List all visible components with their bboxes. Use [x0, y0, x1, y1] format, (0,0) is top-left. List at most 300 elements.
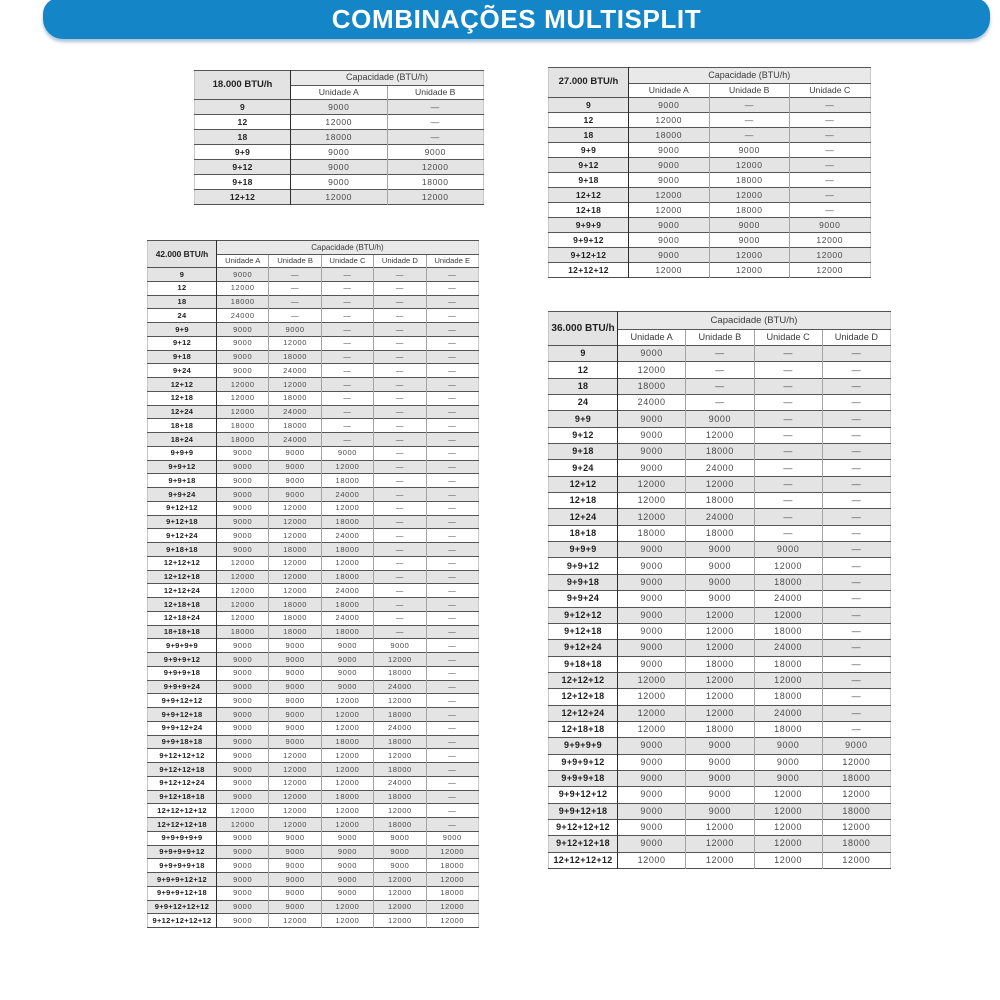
value-cell: 9000	[269, 680, 321, 694]
value-cell: —	[426, 735, 478, 749]
combo-cell: 24	[148, 309, 217, 323]
combo-cell: 9+18+18	[549, 656, 618, 672]
value-cell: 9000	[618, 444, 686, 460]
value-cell: 9000	[217, 488, 269, 502]
combo-cell: 12+12+12	[549, 672, 618, 688]
table-row	[549, 427, 891, 443]
value-cell: 18000	[686, 525, 754, 541]
value-cell: 24000	[269, 405, 321, 419]
value-cell: —	[426, 405, 478, 419]
value-cell: —	[374, 364, 426, 378]
value-cell: 24000	[269, 364, 321, 378]
unit-header: Unidade A	[217, 255, 269, 268]
value-cell: 12000	[321, 914, 373, 928]
value-cell: 12000	[709, 158, 790, 173]
value-cell: 12000	[321, 708, 373, 722]
value-cell: 9000	[822, 738, 890, 754]
value-cell: 9000	[217, 721, 269, 735]
value-cell: —	[426, 529, 478, 543]
value-cell: 9000	[686, 411, 754, 427]
value-cell: 12000	[217, 598, 269, 612]
value-cell: —	[426, 708, 478, 722]
value-cell: 9000	[629, 158, 710, 173]
combo-cell: 9	[195, 100, 291, 115]
value-cell: 9000	[217, 639, 269, 653]
value-cell: 12000	[790, 263, 871, 278]
value-cell: 9000	[217, 666, 269, 680]
value-cell: —	[374, 405, 426, 419]
value-cell: 12000	[686, 672, 754, 688]
value-cell: 18000	[709, 173, 790, 188]
combo-cell: 9+18+18	[148, 543, 217, 557]
combo-cell: 12+24	[148, 405, 217, 419]
table-row	[549, 738, 891, 754]
value-cell: 9000	[269, 639, 321, 653]
combo-cell: 18+18	[549, 525, 618, 541]
value-cell: 12000	[426, 845, 478, 859]
table-row	[549, 574, 891, 590]
value-cell: 12000	[822, 852, 890, 868]
value-cell: 18000	[374, 708, 426, 722]
value-cell: 18000	[321, 474, 373, 488]
value-cell: 12000	[618, 509, 686, 525]
combo-cell: 12	[549, 113, 629, 128]
value-cell: —	[822, 591, 890, 607]
capacity-header: Capacidade (BTU/h)	[618, 312, 891, 330]
value-cell: 12000	[217, 570, 269, 584]
value-cell: 12000	[790, 248, 871, 263]
value-cell: 12000	[321, 804, 373, 818]
value-cell: —	[822, 640, 890, 656]
value-cell: 18000	[217, 419, 269, 433]
unit-header: Unidade B	[686, 330, 754, 346]
table-row	[148, 419, 479, 433]
value-cell: —	[387, 100, 484, 115]
combo-cell: 9+18	[549, 444, 618, 460]
combo-cell: 9+12+12+18	[148, 763, 217, 777]
value-cell: 12000	[426, 900, 478, 914]
value-cell: —	[686, 362, 754, 378]
value-cell: 9000	[321, 653, 373, 667]
value-cell: —	[426, 721, 478, 735]
value-cell: —	[426, 391, 478, 405]
value-cell: 9000	[618, 803, 686, 819]
value-cell: —	[754, 493, 822, 509]
value-cell: 12000	[709, 263, 790, 278]
value-cell: 9000	[629, 98, 710, 113]
value-cell: 9000	[686, 770, 754, 786]
table-row	[549, 158, 871, 173]
table-row	[549, 787, 891, 803]
value-cell: —	[269, 268, 321, 282]
value-cell: —	[790, 113, 871, 128]
value-cell: 18000	[269, 543, 321, 557]
combo-cell: 9+9	[549, 411, 618, 427]
value-cell: —	[374, 598, 426, 612]
value-cell: 12000	[426, 914, 478, 928]
value-cell: 18000	[321, 598, 373, 612]
combo-cell: 12	[549, 362, 618, 378]
value-cell: 12000	[269, 570, 321, 584]
value-cell: 9000	[269, 886, 321, 900]
unit-header: Unidade B	[269, 255, 321, 268]
value-cell: 24000	[374, 721, 426, 735]
value-cell: —	[374, 309, 426, 323]
combo-cell: 12+12+18	[549, 689, 618, 705]
combo-cell: 24	[549, 395, 618, 411]
table-row	[549, 803, 891, 819]
value-cell: —	[374, 323, 426, 337]
table-row	[148, 763, 479, 777]
table-row	[549, 493, 891, 509]
combo-cell: 9+9	[549, 143, 629, 158]
combo-cell: 9+9+18	[148, 474, 217, 488]
combo-cell: 9+9+9+18	[148, 666, 217, 680]
value-cell: 9000	[217, 694, 269, 708]
value-cell: 9000	[374, 859, 426, 873]
value-cell: 12000	[269, 749, 321, 763]
value-cell: —	[686, 395, 754, 411]
value-cell: 24000	[686, 509, 754, 525]
value-cell: —	[321, 323, 373, 337]
value-cell: —	[321, 364, 373, 378]
table-row	[549, 591, 891, 607]
combo-cell: 12+18+18	[549, 721, 618, 737]
unit-header: Unidade D	[374, 255, 426, 268]
value-cell: —	[269, 295, 321, 309]
value-cell: —	[374, 281, 426, 295]
value-cell: 9000	[217, 763, 269, 777]
value-cell: —	[822, 493, 890, 509]
combo-cell: 9	[148, 268, 217, 282]
table-row	[148, 914, 479, 928]
table-row	[549, 173, 871, 188]
value-cell: 9000	[217, 515, 269, 529]
value-cell: 18000	[686, 721, 754, 737]
combo-cell: 9+9+12+12+12	[148, 900, 217, 914]
value-cell: 12000	[686, 819, 754, 835]
value-cell: 18000	[629, 128, 710, 143]
value-cell: 24000	[754, 640, 822, 656]
value-cell: 9000	[686, 542, 754, 558]
value-cell: 9000	[618, 591, 686, 607]
value-cell: 12000	[321, 818, 373, 832]
table-row	[148, 364, 479, 378]
value-cell: 12000	[790, 233, 871, 248]
value-cell: 9000	[374, 639, 426, 653]
value-cell: 9000	[618, 607, 686, 623]
combo-cell: 9+9+9+9	[148, 639, 217, 653]
value-cell: 12000	[269, 556, 321, 570]
value-cell: 9000	[217, 336, 269, 350]
value-cell: 12000	[217, 611, 269, 625]
value-cell: 24000	[754, 591, 822, 607]
table-row	[148, 488, 479, 502]
combo-cell: 9+9+9+9+18	[148, 859, 217, 873]
combo-cell: 9	[549, 346, 618, 362]
value-cell: 12000	[374, 749, 426, 763]
value-cell: 9000	[426, 831, 478, 845]
combo-cell: 12+12	[549, 188, 629, 203]
value-cell: 12000	[374, 873, 426, 887]
header-row	[549, 68, 871, 84]
combinations-table-27000	[548, 67, 871, 278]
value-cell: 12000	[374, 886, 426, 900]
value-cell: 24000	[618, 395, 686, 411]
value-cell: 9000	[686, 803, 754, 819]
combo-cell: 18	[148, 295, 217, 309]
value-cell: —	[426, 515, 478, 529]
value-cell: —	[754, 346, 822, 362]
value-cell: —	[822, 607, 890, 623]
value-cell: 12000	[374, 914, 426, 928]
value-cell: 9000	[618, 836, 686, 852]
value-cell: —	[426, 501, 478, 515]
corner-label: 18.000 BTU/h	[195, 71, 291, 100]
combo-cell: 18	[195, 130, 291, 145]
capacity-header: Capacidade (BTU/h)	[629, 68, 871, 84]
value-cell: —	[426, 474, 478, 488]
value-cell: 12000	[269, 790, 321, 804]
combo-cell: 9+12	[549, 427, 618, 443]
value-cell: 12000	[754, 836, 822, 852]
combo-cell: 9+12+12+12	[549, 819, 618, 835]
value-cell: —	[374, 501, 426, 515]
combo-cell: 12+18	[549, 203, 629, 218]
value-cell: 18000	[321, 515, 373, 529]
value-cell: 9000	[321, 446, 373, 460]
value-cell: 18000	[321, 625, 373, 639]
value-cell: 9000	[686, 558, 754, 574]
value-cell: 9000	[321, 666, 373, 680]
value-cell: —	[426, 611, 478, 625]
value-cell: —	[426, 625, 478, 639]
value-cell: 18000	[822, 803, 890, 819]
value-cell: —	[374, 543, 426, 557]
value-cell: 12000	[321, 763, 373, 777]
value-cell: 12000	[686, 476, 754, 492]
table-row	[195, 145, 484, 160]
value-cell: —	[822, 378, 890, 394]
value-cell: —	[822, 542, 890, 558]
combo-cell: 12+12+12	[549, 263, 629, 278]
combo-cell: 18	[549, 378, 618, 394]
value-cell: 12000	[217, 378, 269, 392]
table-row	[549, 98, 871, 113]
value-cell: —	[426, 446, 478, 460]
combo-cell: 12+12+12	[148, 556, 217, 570]
combo-cell: 9+18	[195, 175, 291, 190]
value-cell: 12000	[269, 378, 321, 392]
value-cell: —	[426, 295, 478, 309]
value-cell: 9000	[217, 268, 269, 282]
combo-cell: 12+18+18	[148, 598, 217, 612]
table-row	[549, 836, 891, 852]
value-cell: 18000	[321, 735, 373, 749]
value-cell: 9000	[709, 143, 790, 158]
value-cell: 12000	[822, 819, 890, 835]
value-cell: —	[374, 625, 426, 639]
value-cell: 9000	[217, 501, 269, 515]
table-row	[549, 770, 891, 786]
combo-cell: 9+12+12+12	[148, 749, 217, 763]
unit-header: Unidade A	[291, 85, 388, 100]
value-cell: —	[754, 427, 822, 443]
combo-cell: 9+12+12	[549, 248, 629, 263]
table-row	[148, 873, 479, 887]
value-cell: 9000	[217, 831, 269, 845]
value-cell: —	[822, 427, 890, 443]
table-row	[148, 900, 479, 914]
value-cell: 12000	[686, 640, 754, 656]
value-cell: 18000	[374, 790, 426, 804]
combo-cell: 9+12+12	[148, 501, 217, 515]
value-cell: —	[790, 128, 871, 143]
value-cell: 12000	[217, 405, 269, 419]
value-cell: —	[754, 525, 822, 541]
value-cell: —	[321, 378, 373, 392]
value-cell: 12000	[754, 672, 822, 688]
value-cell: 12000	[754, 558, 822, 574]
value-cell: 12000	[754, 803, 822, 819]
table-row	[195, 130, 484, 145]
combo-cell: 9+9+9+9	[549, 738, 618, 754]
combo-cell: 12+12+24	[148, 584, 217, 598]
value-cell: 18000	[321, 790, 373, 804]
value-cell: —	[822, 411, 890, 427]
combo-cell: 12+12	[148, 378, 217, 392]
table-row	[549, 689, 891, 705]
table-row	[148, 886, 479, 900]
table-row	[549, 128, 871, 143]
value-cell: 9000	[618, 640, 686, 656]
value-cell: 9000	[217, 859, 269, 873]
value-cell: —	[790, 203, 871, 218]
value-cell: —	[426, 790, 478, 804]
value-cell: —	[822, 346, 890, 362]
value-cell: 18000	[269, 419, 321, 433]
value-cell: 12000	[426, 873, 478, 887]
value-cell: 12000	[754, 607, 822, 623]
value-cell: 9000	[321, 886, 373, 900]
value-cell: 18000	[291, 130, 388, 145]
value-cell: —	[387, 115, 484, 130]
table-row	[148, 625, 479, 639]
value-cell: —	[426, 488, 478, 502]
value-cell: —	[754, 476, 822, 492]
value-cell: —	[426, 653, 478, 667]
value-cell: —	[321, 281, 373, 295]
table-row	[148, 721, 479, 735]
table-row	[148, 735, 479, 749]
value-cell: 9000	[321, 845, 373, 859]
combo-cell: 12+18+24	[148, 611, 217, 625]
value-cell: —	[426, 323, 478, 337]
table-row	[148, 859, 479, 873]
value-cell: —	[426, 598, 478, 612]
table-row	[549, 558, 891, 574]
value-cell: —	[754, 378, 822, 394]
value-cell: 24000	[374, 776, 426, 790]
value-cell: 12000	[686, 836, 754, 852]
value-cell: —	[426, 419, 478, 433]
combo-cell: 9+12+24	[549, 640, 618, 656]
value-cell: 9000	[629, 143, 710, 158]
combo-cell: 9+12+18	[148, 515, 217, 529]
table-row	[549, 542, 891, 558]
value-cell: 9000	[269, 708, 321, 722]
combo-cell: 9+9+9+9+9	[148, 831, 217, 845]
value-cell: —	[686, 346, 754, 362]
value-cell: 18000	[217, 625, 269, 639]
value-cell: 9000	[217, 790, 269, 804]
combo-cell: 12	[148, 281, 217, 295]
value-cell: 9000	[269, 488, 321, 502]
value-cell: 12000	[269, 763, 321, 777]
value-cell: 18000	[217, 295, 269, 309]
value-cell: 9000	[618, 427, 686, 443]
table-row	[549, 656, 891, 672]
value-cell: —	[822, 689, 890, 705]
value-cell: 12000	[269, 776, 321, 790]
value-cell: —	[426, 433, 478, 447]
combo-cell: 9+9+12	[148, 460, 217, 474]
value-cell: 18000	[269, 350, 321, 364]
value-cell: —	[822, 395, 890, 411]
value-cell: —	[754, 460, 822, 476]
table-row	[148, 570, 479, 584]
table-row	[148, 529, 479, 543]
value-cell: —	[790, 158, 871, 173]
value-cell: 9000	[321, 831, 373, 845]
value-cell: 12000	[618, 476, 686, 492]
value-cell: 9000	[387, 145, 484, 160]
value-cell: —	[374, 391, 426, 405]
value-cell: 9000	[686, 754, 754, 770]
value-cell: 12000	[822, 754, 890, 770]
combo-cell: 9+24	[549, 460, 618, 476]
value-cell: —	[426, 763, 478, 777]
combo-cell: 9+9+18+18	[148, 735, 217, 749]
value-cell: 9000	[217, 845, 269, 859]
value-cell: 9000	[217, 900, 269, 914]
combo-cell: 12+12+12+12	[549, 852, 618, 868]
table-row	[148, 460, 479, 474]
combo-cell: 12+12+12+18	[148, 818, 217, 832]
value-cell: —	[374, 295, 426, 309]
value-cell: 9000	[217, 474, 269, 488]
value-cell: 9000	[754, 754, 822, 770]
value-cell: 12000	[269, 515, 321, 529]
value-cell: 18000	[754, 656, 822, 672]
value-cell: —	[426, 460, 478, 474]
table-row	[549, 623, 891, 639]
value-cell: 18000	[321, 543, 373, 557]
value-cell: —	[426, 309, 478, 323]
header-row	[195, 71, 484, 86]
table-row	[148, 694, 479, 708]
combo-cell: 9+9+12+12	[549, 787, 618, 803]
value-cell: 12000	[374, 804, 426, 818]
value-cell: —	[822, 721, 890, 737]
value-cell: 12000	[686, 607, 754, 623]
table-row	[148, 666, 479, 680]
value-cell: —	[374, 584, 426, 598]
value-cell: —	[754, 509, 822, 525]
value-cell: —	[374, 433, 426, 447]
value-cell: —	[822, 558, 890, 574]
value-cell: 9000	[217, 460, 269, 474]
